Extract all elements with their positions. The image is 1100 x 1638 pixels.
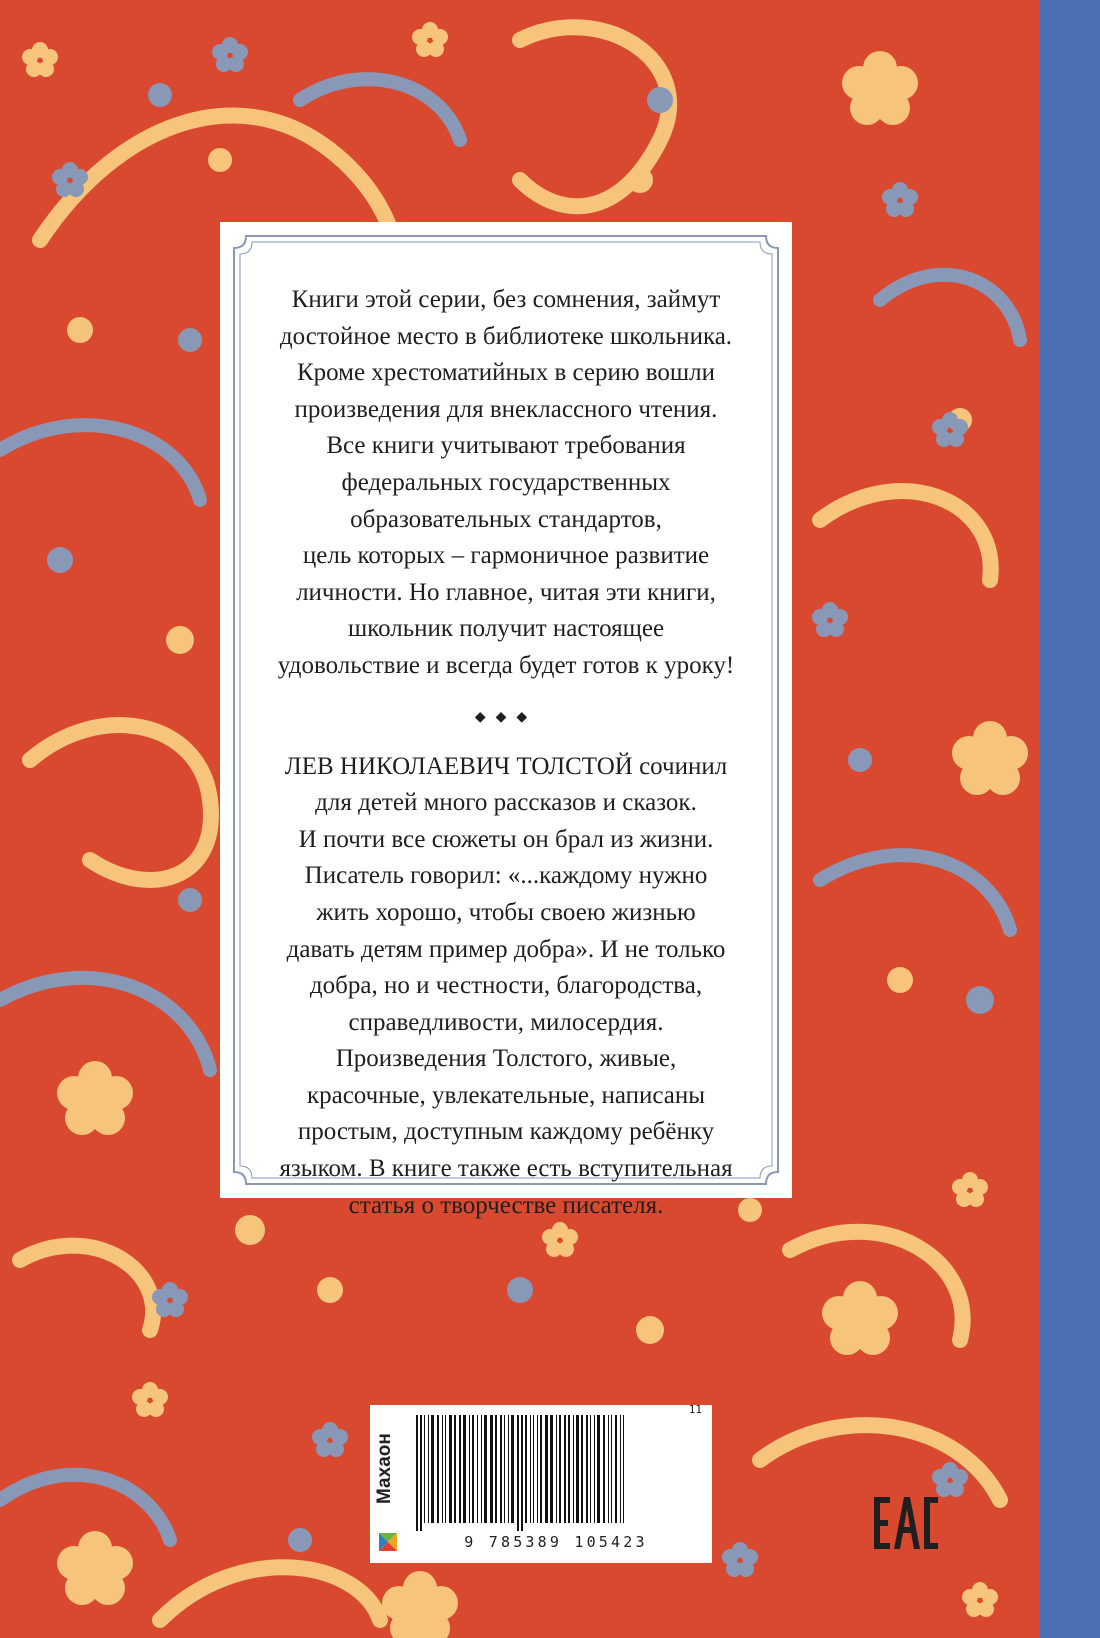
barcode-bar [495, 1415, 497, 1523]
eac-certification-mark [874, 1497, 938, 1549]
barcode-bar [623, 1415, 624, 1523]
barcode-bar [459, 1415, 461, 1523]
barcode-bar [437, 1415, 439, 1523]
barcode-bar [615, 1415, 617, 1523]
barcode-bar [477, 1415, 478, 1523]
barcode-bar [463, 1415, 466, 1523]
barcode-addon-digits: 11 [688, 1403, 702, 1416]
barcode-bar [504, 1415, 505, 1523]
barcode-bar [603, 1415, 605, 1523]
barcode-bar [620, 1415, 621, 1523]
barcode-bar [445, 1415, 446, 1523]
barcode-bar [449, 1415, 452, 1523]
series-description: Книги этой серии, без сомнения, займут достойное место в библиотеке школьника. Кроме хрестоматийных в серию вошли произведения для внеклассного чтения. Все книги учитывают требования федеральных государственных образовательных стандартов, цель которых – гармоничное развитие личности. Но главное, читая эти книги, школьник получит настоящее удовольствие и всегда будет готов к уроку! [277, 286, 735, 679]
barcode-bar [573, 1415, 574, 1523]
barcode-guard-bar [416, 1415, 418, 1531]
barcode-bar [550, 1415, 553, 1523]
barcode-bar [533, 1415, 534, 1523]
ean-barcode [412, 1415, 702, 1531]
barcode-bar [611, 1415, 612, 1523]
barcode-bar [581, 1415, 583, 1523]
publisher-name: Махаон [374, 1433, 395, 1505]
publisher-logo-icon [377, 1531, 399, 1553]
barcode-block [370, 1405, 712, 1563]
barcode-bar [576, 1415, 579, 1523]
barcode-bar [428, 1415, 429, 1523]
barcode-bar [564, 1415, 566, 1523]
barcode-bar [431, 1415, 434, 1523]
author-description: ЛЕВ НИКОЛАЕВИЧ ТОЛСТОЙ сочинил для детей много рассказов и сказок. И почти все сюжеты он брал из жизни. Писатель говорил: «...каждому нужно жить хорошо, чтобы своею жизнью давать детям пример добра». И не только добра, но и честности, благородства, справедливости, милосердия. Произведения Толстого, живые, красочные, увлекательные, написаны простым, доступным каждому ребёнку языком. В книге также есть вступительная статья о творчестве писателя. [279, 752, 733, 1219]
barcode-guard-bar [420, 1415, 422, 1531]
barcode-bar [545, 1415, 548, 1523]
barcode-digits: 9 785389 105423 [464, 1533, 648, 1551]
barcode-bar [586, 1415, 588, 1523]
barcode-bar [469, 1415, 470, 1523]
barcode-bar [511, 1415, 514, 1523]
barcode-bar [472, 1415, 474, 1523]
barcode-bar [594, 1415, 595, 1523]
barcode-guard-bar [517, 1415, 519, 1531]
barcode-bar [525, 1415, 527, 1523]
annotation-panel [226, 228, 786, 1219]
barcode-bar [490, 1415, 493, 1523]
barcode-bar [540, 1415, 542, 1523]
barcode-bar [597, 1415, 600, 1523]
book-spine-edge [1040, 0, 1100, 1638]
barcode-bar [530, 1415, 531, 1523]
barcode-bar [537, 1415, 538, 1523]
ornament-divider: ◆◆◆ [474, 709, 538, 725]
barcode-bar [508, 1415, 509, 1523]
annotation-text [250, 282, 762, 1224]
barcode-bar [556, 1415, 557, 1523]
barcode-guard-bar [521, 1415, 523, 1531]
barcode-bar [454, 1415, 456, 1523]
barcode-bar [568, 1415, 570, 1523]
barcode-bar [481, 1415, 482, 1523]
barcode-bar [424, 1415, 425, 1523]
barcode-bar [442, 1415, 443, 1523]
barcode-bar [608, 1415, 609, 1523]
barcode-bar [590, 1415, 591, 1523]
barcode-bar [484, 1415, 487, 1523]
barcode-bar [559, 1415, 561, 1523]
barcode-bar [500, 1415, 502, 1523]
